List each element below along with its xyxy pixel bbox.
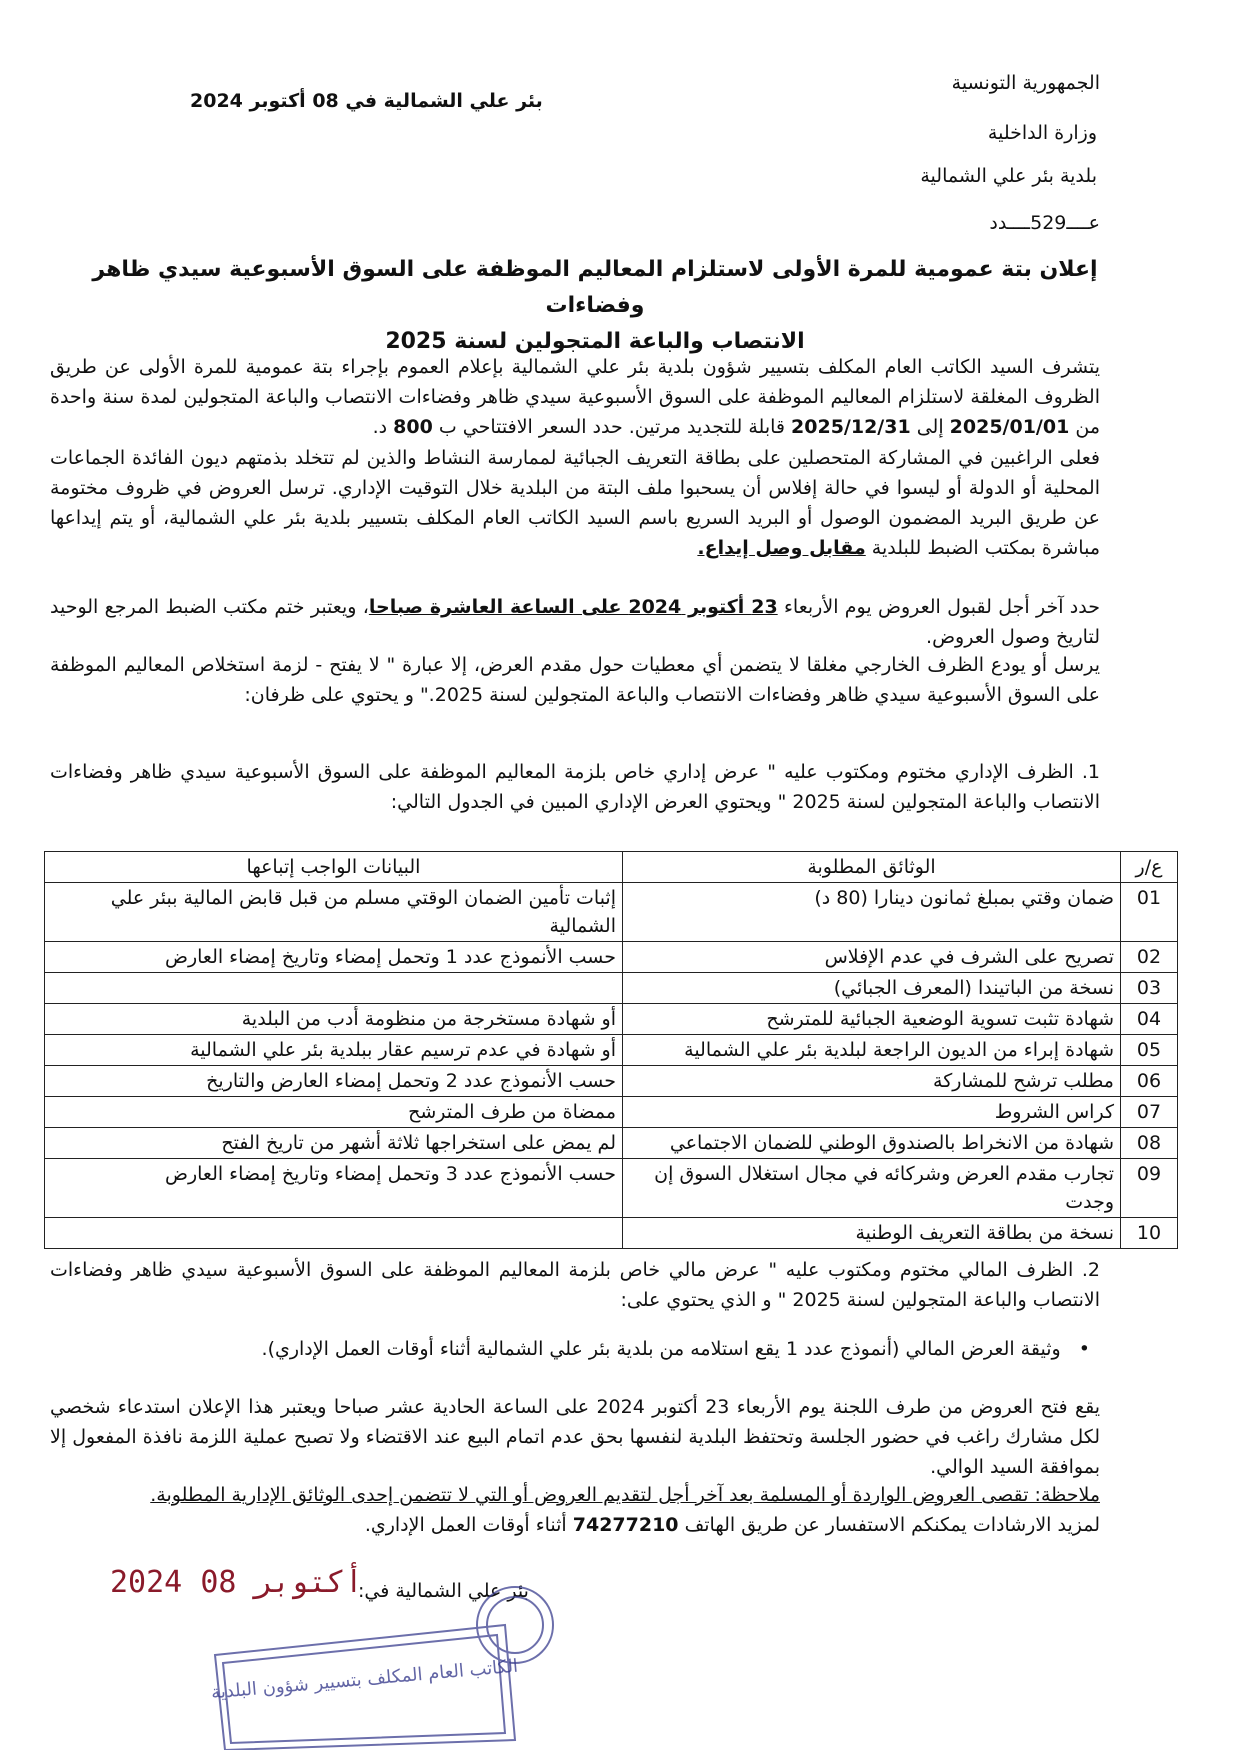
row-requirement: لم يمض على استخراجها ثلاثة أشهر من تاريخ الفتح [45,1128,623,1159]
contact [50,1510,1100,1540]
header-date-line: بئر علي الشمالية في 08 أكتوبر 2024 [190,90,543,112]
row-requirement: ممضاة من طرف المترشح [45,1097,623,1128]
row-document: شهادة من الانخراط بالصندوق الوطني للضمان الاجتماعي [623,1128,1121,1159]
row-number: 04 [1121,1004,1178,1035]
paragraph-4 [50,650,1100,710]
row-requirement [45,1218,623,1249]
documents-table [44,851,1178,1249]
row-number: 07 [1121,1097,1178,1128]
row-requirement: أو شهادة مستخرجة من منظومة أدب من البلدية [45,1004,623,1035]
p6-text: 2. الظرف المالي مختوم ومكتوب عليه " عرض مالي خاص بلزمة المعاليم الموظفة على السوق الأسبوعية سيدي ظاهر وفضاءات الانتصاب والباعة المتجولين لسنة 2025 " و الذي يحتوي على: [50,1259,1100,1311]
row-number: 01 [1121,883,1178,942]
row-document: شهادة تثبت تسوية الوضعية الجبائية للمترشح [623,1004,1121,1035]
row-requirement: حسب الأنموذج عدد 3 وتحمل إمضاء وتاريخ إمضاء العارض [45,1159,623,1218]
p1-tail: قابلة للتجديد مرتين. حدد السعر الافتتاحي ب [438,416,785,438]
official-stamp-icon [205,1585,590,1750]
paragraph-1 [50,352,1100,442]
p1-date-from: 2025/01/01 [949,416,1070,438]
row-number: 10 [1121,1218,1178,1249]
row-requirement: حسب الأنموذج عدد 1 وتحمل إمضاء وتاريخ إمضاء العارض [45,942,623,973]
header-number: ع/ر [1121,852,1178,883]
row-document: شهادة إبراء من الديون الراجعة لبلدية بئر علي الشمالية [623,1035,1121,1066]
table-row [45,1004,1178,1035]
p1-unit: د. [372,416,388,438]
row-number: 02 [1121,942,1178,973]
p5-text: 1. الظرف الإداري مختوم ومكتوب عليه " عرض إداري خاص بلزمة المعاليم الموظفة على السوق الأسبوعية سيدي ظاهر وفضاءات الانتصاب والباعة المتجولين لسنة 2025 " ويحتوي العرض الإداري المبين في الجدول التالي: [50,761,1100,813]
p7-text: يقع فتح العروض من طرف اللجنة يوم الأربعاء 23 أكتوبر 2024 على الساعة الحادية عشر صباحا ويعتبر هذا الإعلان استدعاء شخصي لكل مشارك راغب في حضور الجلسة وتحتفظ البلدية لنفسها بحق عدم اتمام البيع عند الاقتضاء ولا تصبح عملية اللزمة نافذة المفعول إلا بموافقة السيد الوالي. [50,1396,1101,1478]
table-row [45,942,1178,973]
table-row [45,1035,1178,1066]
row-requirement: إثبات تأمين الضمان الوقتي مسلم من قبل قابض المالية ببئر علي الشمالية [45,883,623,942]
row-requirement: أو شهادة في عدم ترسيم عقار ببلدية بئر علي الشمالية [45,1035,623,1066]
contact-text-start: لمزيد الارشادات يمكنكم الاستفسار عن طريق الهاتف [684,1514,1100,1536]
p1-text: يتشرف السيد الكاتب العام المكلف بتسيير شؤون بلدية بئر علي الشمالية بإعلام العموم بإجراء بتة عمومية للمرة الأولى عن طريق الظروف المغلقة لاستلزام المعاليم الموظفة على السوق الأسبوعية سيدي ظاهر وفضاءات الانتصاب والباعة المتجولين لمدة سنة واحدة من [50,356,1100,438]
note [50,1480,1100,1510]
p3-deadline: 23 أكتوبر 2024 على الساعة العاشرة صباحا [368,596,778,618]
title-line-1: إعلان بتة عمومية للمرة الأولى لاستلزام المعاليم الموظفة على السوق الأسبوعية سيدي ظاهر وفضاءات [92,257,1098,318]
table-row [45,1128,1178,1159]
header-ministry: وزارة الداخلية [987,122,1097,144]
row-number: 08 [1121,1128,1178,1159]
p2-text: فعلى الراغبين في المشاركة المتحصلين على بطاقة التعريف الجبائية لممارسة النشاط والذين لم تتخلد بذمتهم ديون الفائدة الجماعات المحلية أو الدولة أو ليسوا في حالة إفلاس أن يسحبوا ملف البتة من البلدية خلال التوقيت الإداري. ترسل العروض في ظروف مختومة عن طريق البريد المضمون الوصول أو البريد السريع باسم السيد الكاتب العام المكلف بتسيير بلدية بئر علي الشمالية، أو يتم إيداعها مباشرة بمكتب الضبط للبلدية [50,447,1100,559]
contact-phone: 74277210 [572,1514,679,1536]
table-row [45,1159,1178,1218]
bullet-text: وثيقة العرض المالي (أنموذج عدد 1 يقع استلامه من بلدية بئر علي الشمالية أثناء أوقات العمل الإداري). [261,1338,1061,1360]
row-document: مطلب ترشح للمشاركة [623,1066,1121,1097]
row-document: تجارب مقدم العرض وشركائه في مجال استغلال السوق إن وجدت [623,1159,1121,1218]
stamp-date: 2024 أكتوبر 08 [110,1565,363,1600]
row-number: 05 [1121,1035,1178,1066]
stamp-text: الكاتب العام المكلف بتسيير شؤون البلدية [210,1655,519,1704]
row-number: 09 [1121,1159,1178,1218]
p3-end: ، ويعتبر ختم مكتب الضبط المرجع الوحيد لتاريخ وصول العروض. [50,596,1100,648]
header-reference: عــــ529ــــدد [989,212,1100,234]
row-requirement [45,973,623,1004]
table-row [45,1066,1178,1097]
header-republic: الجمهورية التونسية [951,72,1100,94]
row-document: كراس الشروط [623,1097,1121,1128]
note-text: ملاحظة: تقصى العروض الواردة أو المسلمة بعد آخر أجل لتقديم العروض أو التي لا تتضمن إحدى الوثائق الإدارية المطلوبة. [150,1484,1100,1506]
row-requirement: حسب الأنموذج عدد 2 وتحمل إمضاء العارض والتاريخ [45,1066,623,1097]
signature-place-line: بئر علي الشمالية في: [358,1580,529,1602]
contact-text-end: أثناء أوقات العمل الإداري. [364,1514,567,1536]
row-document: نسخة من بطاقة التعريف الوطنية [623,1218,1121,1249]
row-document: ضمان وقتي بمبلغ ثمانون دينارا (80 د) [623,883,1121,942]
p1-price: 800 [393,416,433,438]
announcement-title [90,252,1100,360]
table-row [45,1097,1178,1128]
p4-text: يرسل أو يودع الظرف الخارجي مغلقا لا يتضمن أي معطيات حول مقدم العرض، إلا عبارة " لا يفتح - لزمة استخلاص المعاليم الموظفة على السوق الأسبوعية سيدي ظاهر وفضاءات الانتصاب والباعة المتجولين لسنة 2025." و يحتوي على ظرفان: [50,654,1100,706]
table-row [45,883,1178,942]
paragraph-2 [50,443,1100,563]
paragraph-7 [50,1392,1100,1482]
table-row [45,973,1178,1004]
title-line-2: الانتصاب والباعة المتجولين لسنة 2025 [385,329,805,354]
row-number: 06 [1121,1066,1178,1097]
p2-receipt: مقابل وصل إيداع. [697,537,866,559]
row-document: نسخة من الباتيندا (المعرف الجبائي) [623,973,1121,1004]
financial-bullet [262,1338,1090,1360]
header-requirements: البيانات الواجب إتباعها [45,852,623,883]
paragraph-3 [50,592,1100,652]
header-documents: الوثائق المطلوبة [623,852,1121,883]
bullet-icon: • [1060,1338,1090,1360]
paragraph-5 [50,757,1100,817]
row-number: 03 [1121,973,1178,1004]
p1-date-to: 2025/12/31 [791,416,911,438]
header-municipality: بلدية بئر علي الشمالية [920,165,1097,187]
row-document: تصريح على الشرف في عدم الإفلاس [623,942,1121,973]
paragraph-6 [50,1255,1100,1315]
table-header-row [45,852,1178,883]
p1-to: إلى [916,416,944,438]
table-row [45,1218,1178,1249]
p3-start: حدد آخر أجل لقبول العروض يوم الأربعاء [784,596,1100,618]
